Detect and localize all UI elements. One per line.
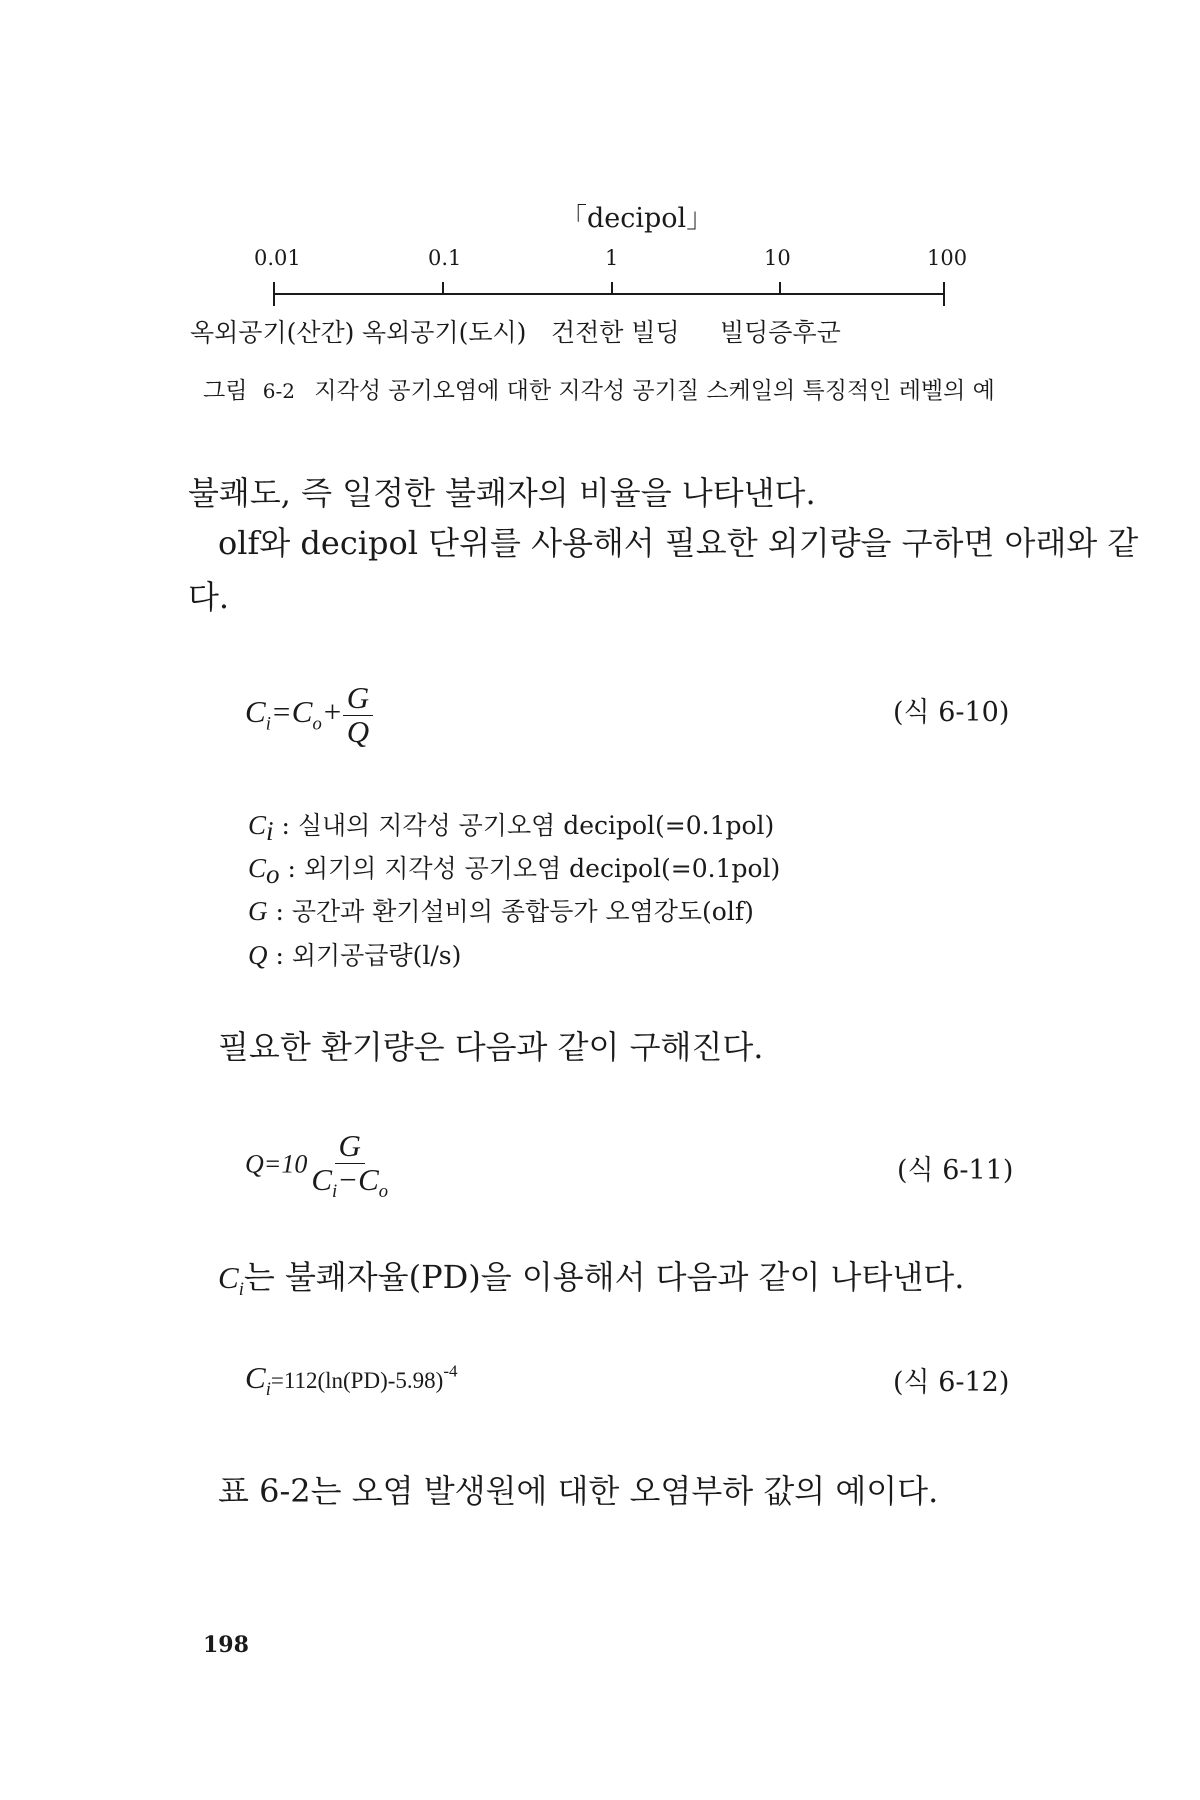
definition-q: Q : 외기공급량(l/s) [248,940,462,970]
fraction-g-over-q: $\frac{G}{Q}$ [343,682,373,748]
category-label-2: 건전한 빌딩 [551,318,680,347]
paragraph-2-line-1: olf와 decipol 단위를 사용해서 필요한 외기량을 구하면 아래와 같 [218,524,1139,562]
page-number: 198 [203,1632,249,1658]
paragraph-5: 표 6-2는 오염 발생원에 대한 오염부하 값의 예이다. [218,1472,939,1510]
tick-label-3: 10 [764,246,791,270]
equation-6-11: Q=10 $\frac{G}{C_i-C_o}$ [245,1130,392,1201]
category-label-1: 옥외공기(도시) [362,318,527,347]
category-label-3: 빌딩증후군 [720,318,841,347]
definition-co: $C_o$ : 외기의 지각성 공기오염 decipol(=0.1pol) [248,853,781,889]
ci-symbol: $C_i$ [218,1260,244,1301]
equation-label-6-12: (식 6-12) [893,1367,1010,1398]
paragraph-4: $C_i$는 불쾌자율(PD)을 이용해서 다음과 같이 나타낸다. [218,1258,965,1301]
paragraph-3: 필요한 환기량은 다음과 같이 구해진다. [218,1028,764,1066]
equation-label-6-11: (식 6-11) [897,1155,1014,1186]
fraction-g-over-ci-minus-co: $\frac{G}{C_i-C_o}$ [311,1128,389,1202]
tick-label-4: 100 [927,246,968,270]
tick-label-1: 0.1 [428,246,462,270]
tick-label-0: 0.01 [254,246,301,270]
caption-prefix: 그림 [203,378,248,404]
paragraph-2-line-2: 다. [188,578,230,616]
figure-caption [203,372,995,405]
category-label-0: 옥외공기(산간) [190,318,355,347]
caption-text: 지각성 공기오염에 대한 지각성 공기질 스케일의 특징적인 레벨의 예 [314,378,995,404]
decipol-scale-axis [0,0,1200,320]
definition-ci: $C_i$ : 실내의 지각성 공기오염 decipol(=0.1pol) [248,810,775,846]
equation-6-12: $C_i=112(\ln(PD)-5.98)^{-4}$ [245,1360,458,1401]
equation-label-6-10: (식 6-10) [893,697,1010,728]
scale-title: 「decipol」 [560,203,714,234]
definition-g: G : 공간과 환기설비의 종합등가 오염강도(olf) [248,896,754,926]
paragraph-1: 불쾌도, 즉 일정한 불쾌자의 비율을 나타낸다. [188,474,816,512]
equation-6-10: $C_i=C_o+$ $\frac{G}{Q}$ [245,682,373,748]
tick-label-2: 1 [605,246,619,270]
caption-number: 6-2 [262,379,295,403]
